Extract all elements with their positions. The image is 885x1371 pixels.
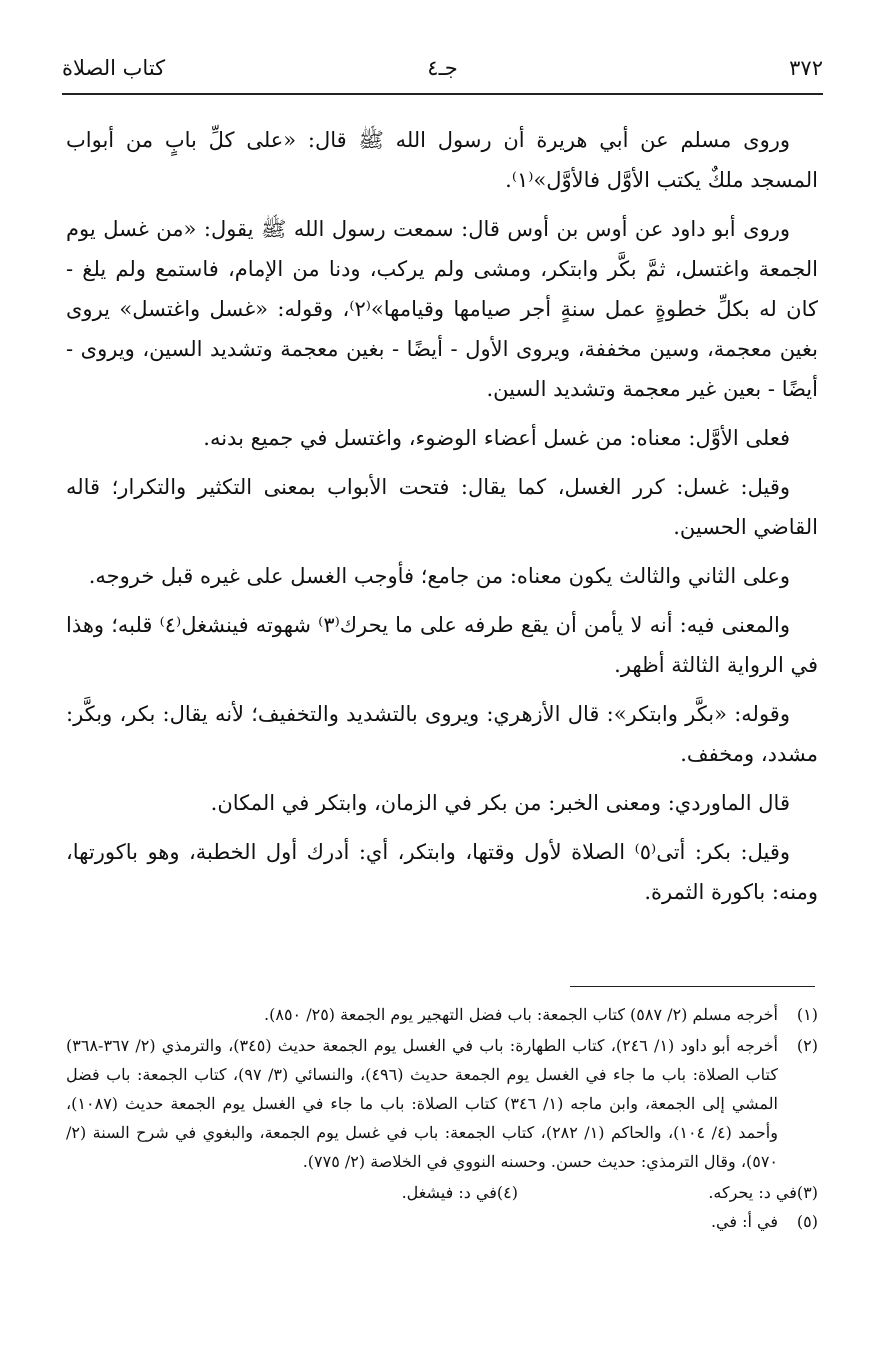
paragraph: وقوله: «بكَّر وابتكر»: قال الأزهري: ويروى بالتشديد والتخفيف؛ لأنه يقال: بكر، وبكَّر: مشدد، ومخفف.: [66, 702, 818, 766]
book-title: كتاب الصلاة: [62, 56, 166, 80]
footnote: [66, 1207, 818, 1236]
footnote-text: أخرجه مسلم (٢/ ٥٨٧) كتاب الجمعة: باب فضل التهجير يوم الجمعة (٢٥/ ٨٥٠).: [264, 1005, 778, 1024]
footnote: [66, 1000, 818, 1029]
paragraph: والمعنى فيه: أنه لا يأمن أن يقع طرفه على ما يحرك⁽٣⁾ شهوته فينشغل⁽٤⁾ قلبه؛ وهذا في الرواية الثالثة أظهر.: [66, 613, 818, 677]
paragraph: وقيل: بكر: أتى⁽٥⁾ الصلاة لأول وقتها، وابتكر، أي: أدرك أول الخطبة، وهو باكورتها، ومنه: باكورة الثمرة.: [66, 840, 818, 904]
footnote-text: أخرجه أبو داود (١/ ٢٤٦)، كتاب الطهارة: باب في الغسل يوم الجمعة حديث (٣٤٥)، والترمذي (٢/ ٣٦٧-٣٦٨) كتاب الصلاة: باب ما جاء في الغسل يوم الجمعة حديث (٤٩٦)، والنسائي (٣/ ٩٧)، كتاب الجمعة: باب فضل المشي إلى الجمعة، وابن ماجه (١/ ٣٤٦) كتاب الصلاة: باب ما جاء في الغسل يوم الجمعة حديث (١٠٨٧)، وأحمد (٤/ ١٠٤)، والحاكم (١/ ٢٨٢)، كتاب الجمعة: باب في غسل يوم الجمعة، والبغوي في شرح السنة (٢/ ٥٧٠)، وقال الترمذي: حديث حسن. وحسنه النووي في الخلاصة (٢/ ٧٧٥).: [66, 1036, 779, 1171]
footnotes: [66, 1000, 818, 1238]
footnote: [518, 1178, 818, 1207]
footnote-number: (٢): [796, 1036, 818, 1055]
paragraph: فعلى الأوَّل: معناه: من غسل أعضاء الوضوء، واغتسل في جميع بدنه.: [203, 426, 790, 450]
footnote-number: (١): [796, 1005, 818, 1024]
paragraph: وروى مسلم عن أبي هريرة أن رسول الله ﷺ قال: «على كلِّ بابٍ من أبواب المسجد ملكٌ يكتب الأوَّل فالأوَّل»⁽١⁾.: [66, 128, 818, 192]
paragraph: وقيل: غسل: كرر الغسل، كما يقال: فتحت الأبواب بمعنى التكثير والتكرار؛ قاله القاضي الحسين.: [66, 475, 818, 539]
footnote-text: في أ: في.: [710, 1212, 778, 1231]
volume-label: جـ٤: [427, 56, 458, 80]
footnote-row: [66, 1178, 818, 1207]
main-text: [66, 120, 818, 912]
footnote-rule: [570, 986, 815, 987]
footnote-number: (٥): [796, 1212, 818, 1231]
page-number: ٣٧٢: [789, 56, 823, 80]
paragraph: وعلى الثاني والثالث يكون معناه: من جامع؛ فأوجب الغسل على غيره قبل خروجه.: [88, 564, 790, 588]
footnote-number: (٣): [796, 1183, 818, 1202]
running-header: [62, 50, 823, 92]
footnote-text: في د: يحركه.: [708, 1183, 797, 1202]
footnote-text: في د: فيشغل.: [401, 1183, 497, 1202]
footnote-number: (٤): [496, 1183, 518, 1202]
footnote: [66, 1031, 818, 1176]
footnote: [402, 1178, 518, 1207]
paragraph: قال الماوردي: ومعنى الخبر: من بكر في الزمان، وابتكر في المكان.: [210, 791, 790, 815]
paragraph: وروى أبو داود عن أوس بن أوس قال: سمعت رسول الله ﷺ يقول: «من غسل يوم الجمعة واغتسل، ثمَّ بكَّر وابتكر، ومشى ولم يركب، ودنا من الإمام، فاستمع ولم يلغ - كان له بكلِّ خطوةٍ عمل سنةٍ أجر صيامها وقيامها»⁽٢⁾، وقوله: «غسل واغتسل» يروى بغين معجمة، وسين مخففة، ويروى الأول - أيضًا - بغين معجمة وتشديد السين، ويروى - أيضًا - بعين غير معجمة وتشديد السين.: [66, 217, 819, 401]
header-rule: [62, 93, 823, 95]
